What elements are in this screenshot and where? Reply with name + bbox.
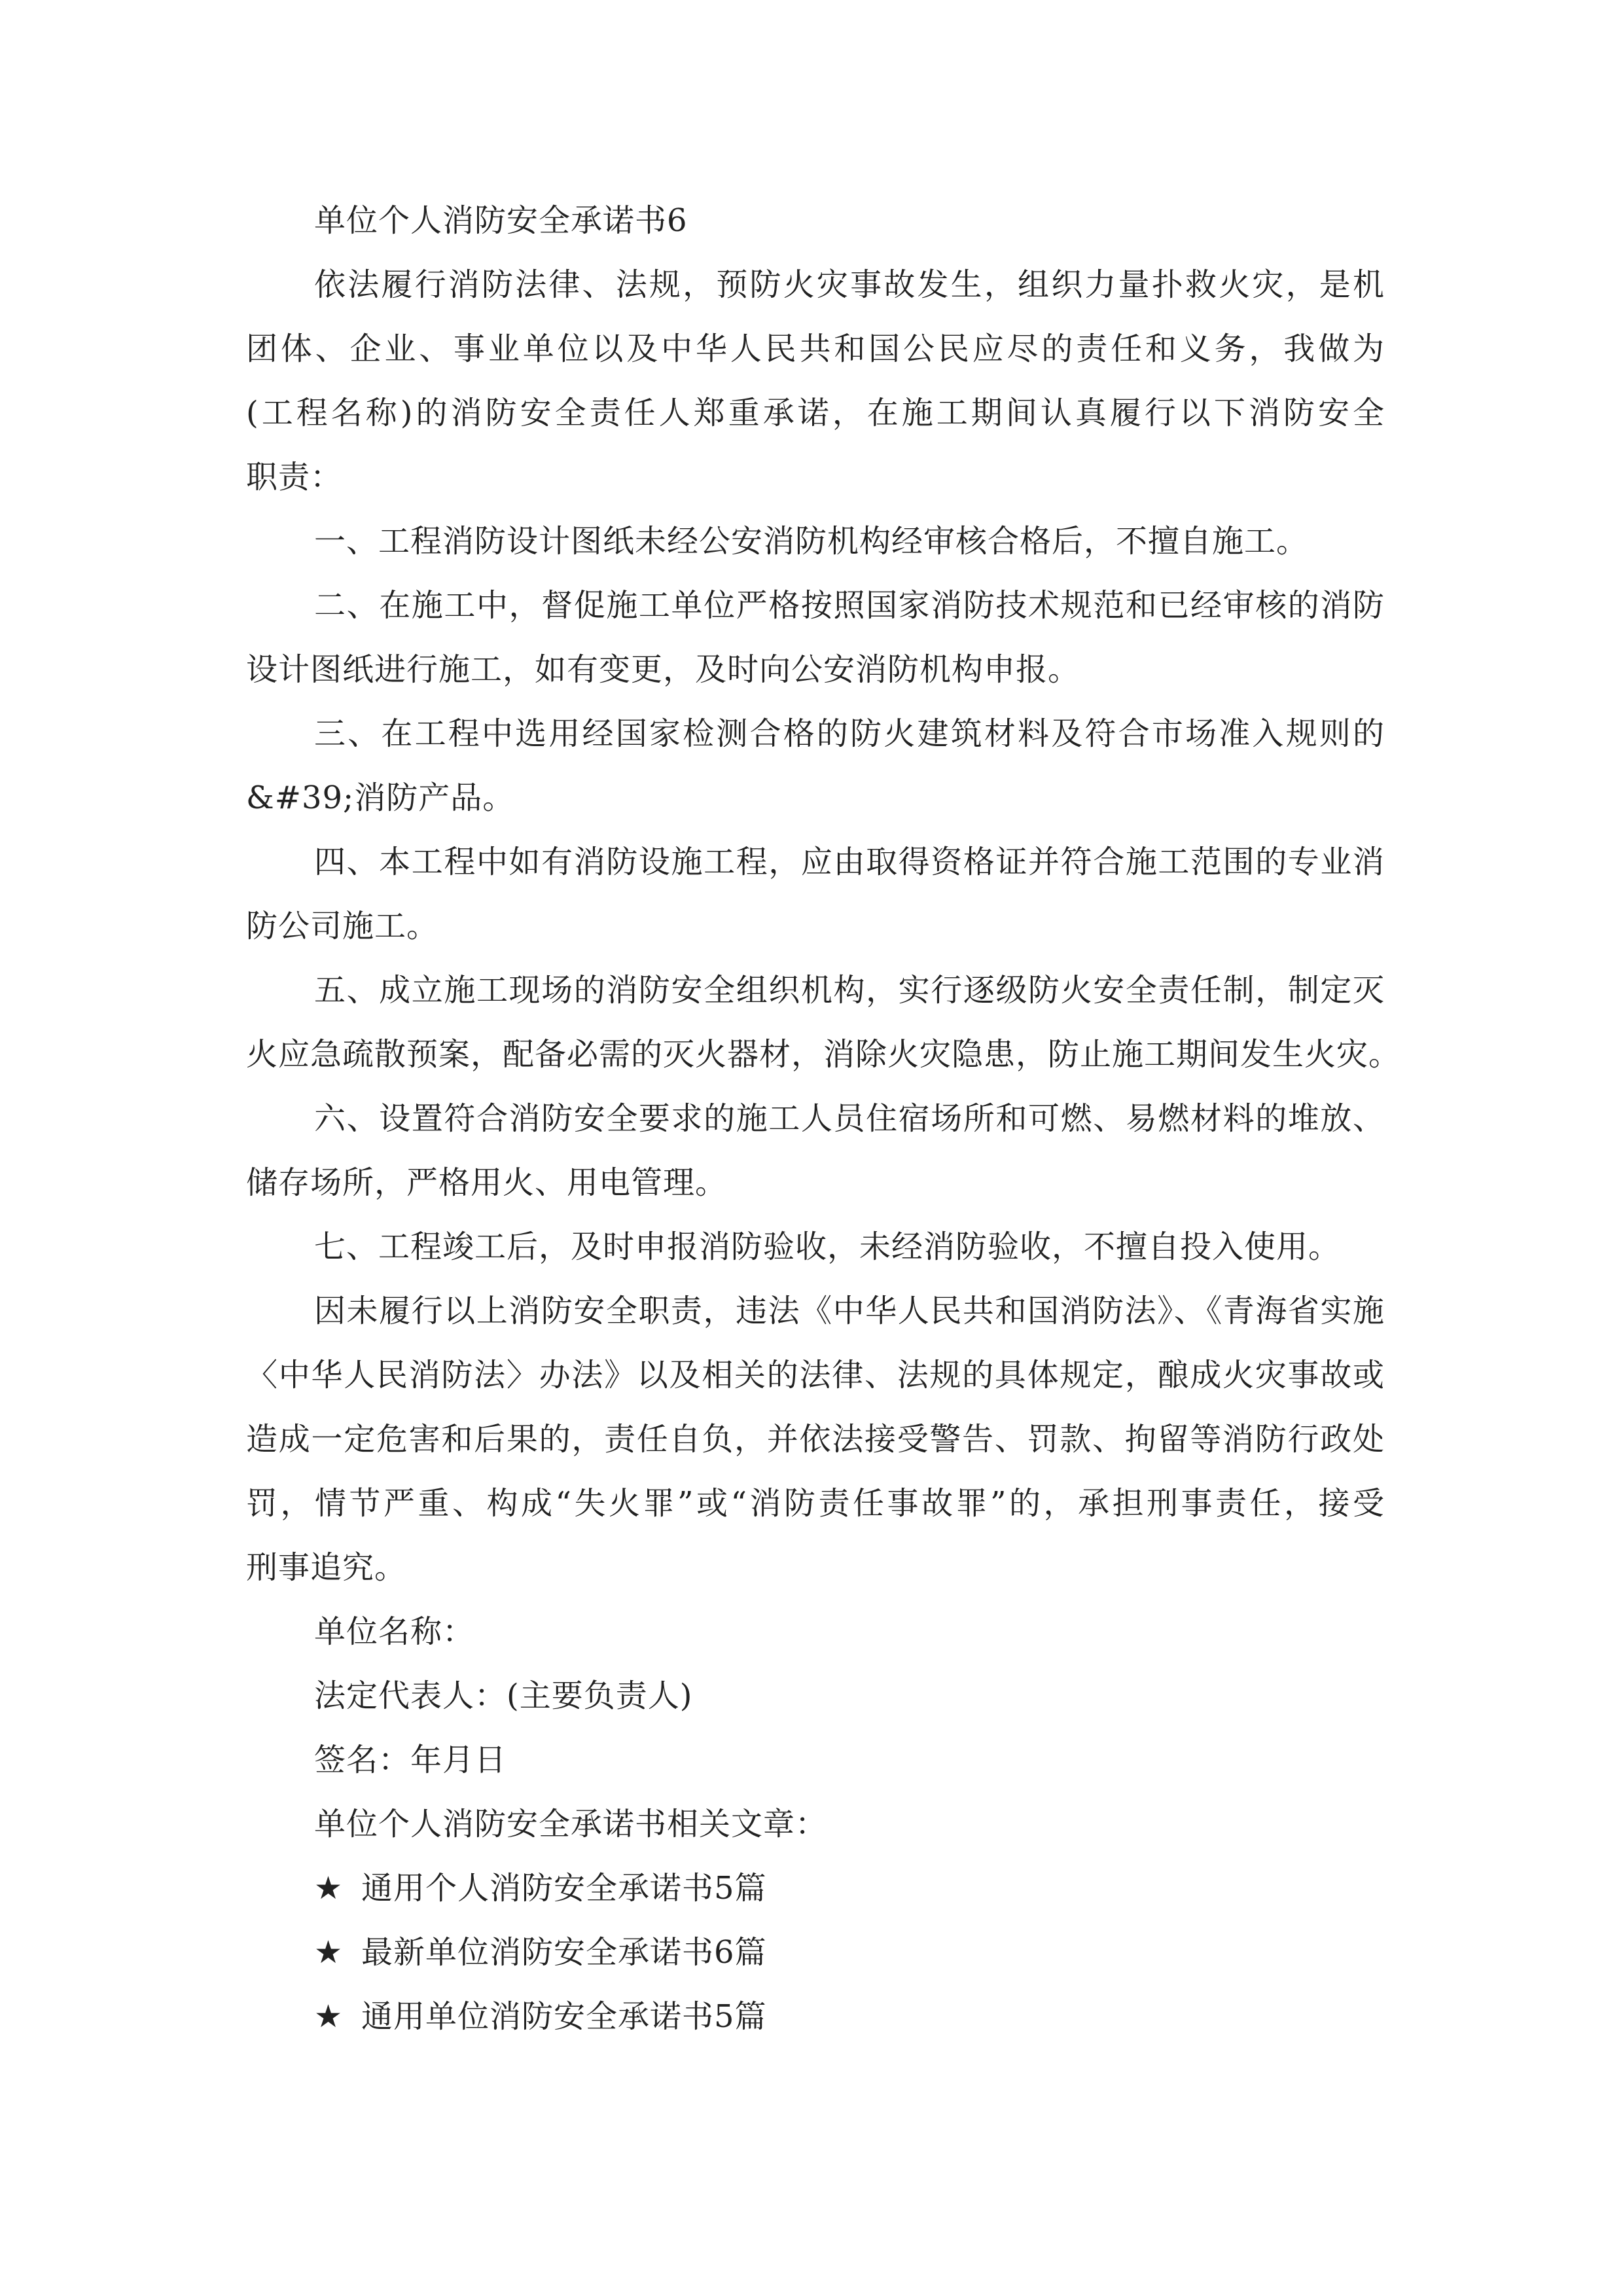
paragraph-line: 三、在工程中选用经国家检测合格的防火建筑材料及符合市场准入规则的 [314,715,1385,752]
related-article-title: 通用单位消防安全承诺书5篇 [361,1998,767,2035]
paragraph-line: 职责： [246,459,343,495]
related-article-title: 通用个人消防安全承诺书5篇 [361,1870,767,1907]
paragraph-line: 储存场所，严格用火、用电管理。 [246,1164,728,1201]
paragraph-line: 六、设置符合消防安全要求的施工人员住宿场所和可燃、易燃材料的堆放、 [314,1100,1385,1137]
paragraph-line: 火应急疏散预案，配备必需的灭火器材，消除火灾隐患，防止施工期间发生火灾。 [246,1036,1401,1073]
paragraph-line: 依法履行消防法律、法规，预防火灾事故发生，组织力量扑救火灾，是机 [314,266,1385,303]
paragraph-line: 设计图纸进行施工，如有变更，及时向公安消防机构申报。 [246,651,1080,688]
paragraph-line: 防公司施工。 [246,908,439,944]
paragraph-line: (工程名称)的消防安全责任人郑重承诺，在施工期间认真履行以下消防安全 [246,395,1385,431]
related-article-link[interactable] [246,1920,1385,1984]
paragraph-line: 二、在施工中，督促施工单位严格按照国家消防技术规范和已经审核的消防 [314,587,1385,624]
legal-representative-label: 法定代表人：(主要负责人) [314,1677,693,1714]
document-page [246,188,1401,2049]
paragraph-line: 团体、企业、事业单位以及中华人民共和国公民应尽的责任和义务，我做为 [246,331,1385,367]
paragraph-line: 罚，情节严重、构成“失火罪”或“消防责任事故罪”的，承担刑事责任，接受 [246,1485,1385,1522]
paragraph-line: 〈中华人民消防法〉办法》以及相关的法律、法规的具体规定，酿成火灾事故或 [246,1357,1385,1393]
star-icon: ★ [314,1934,344,1971]
paragraph-line: &#39;消防产品。 [246,780,515,816]
star-icon: ★ [314,1870,344,1907]
related-article-title: 最新单位消防安全承诺书6篇 [361,1934,767,1971]
signature-date-label: 签名：年月日 [314,1742,507,1778]
paragraph-line: 七、工程竣工后，及时申报消防验收，未经消防验收，不擅自投入使用。 [314,1229,1341,1265]
paragraph-line: 四、本工程中如有消防设施工程，应由取得资格证并符合施工范围的专业消 [314,844,1385,880]
related-article-link[interactable] [246,1856,1385,1920]
paragraph-line: 因未履行以上消防安全职责，违法《中华人民共和国消防法》、《青海省实施 [314,1293,1385,1329]
document-title: 单位个人消防安全承诺书6 [314,202,688,239]
paragraph-line: 造成一定危害和后果的，责任自负，并依法接受警告、罚款、拘留等消防行政处 [246,1421,1385,1458]
paragraph-line: 一、工程消防设计图纸未经公安消防机构经审核合格后，不擅自施工。 [314,523,1309,560]
unit-name-label: 单位名称： [314,1613,475,1650]
paragraph-line: 五、成立施工现场的消防安全组织机构，实行逐级防火安全责任制，制定灭 [314,972,1385,1009]
related-articles-heading: 单位个人消防安全承诺书相关文章： [314,1806,828,1842]
paragraph-line: 刑事追究。 [246,1549,407,1586]
star-icon: ★ [314,1998,344,2035]
related-article-link[interactable] [246,1984,1385,2049]
